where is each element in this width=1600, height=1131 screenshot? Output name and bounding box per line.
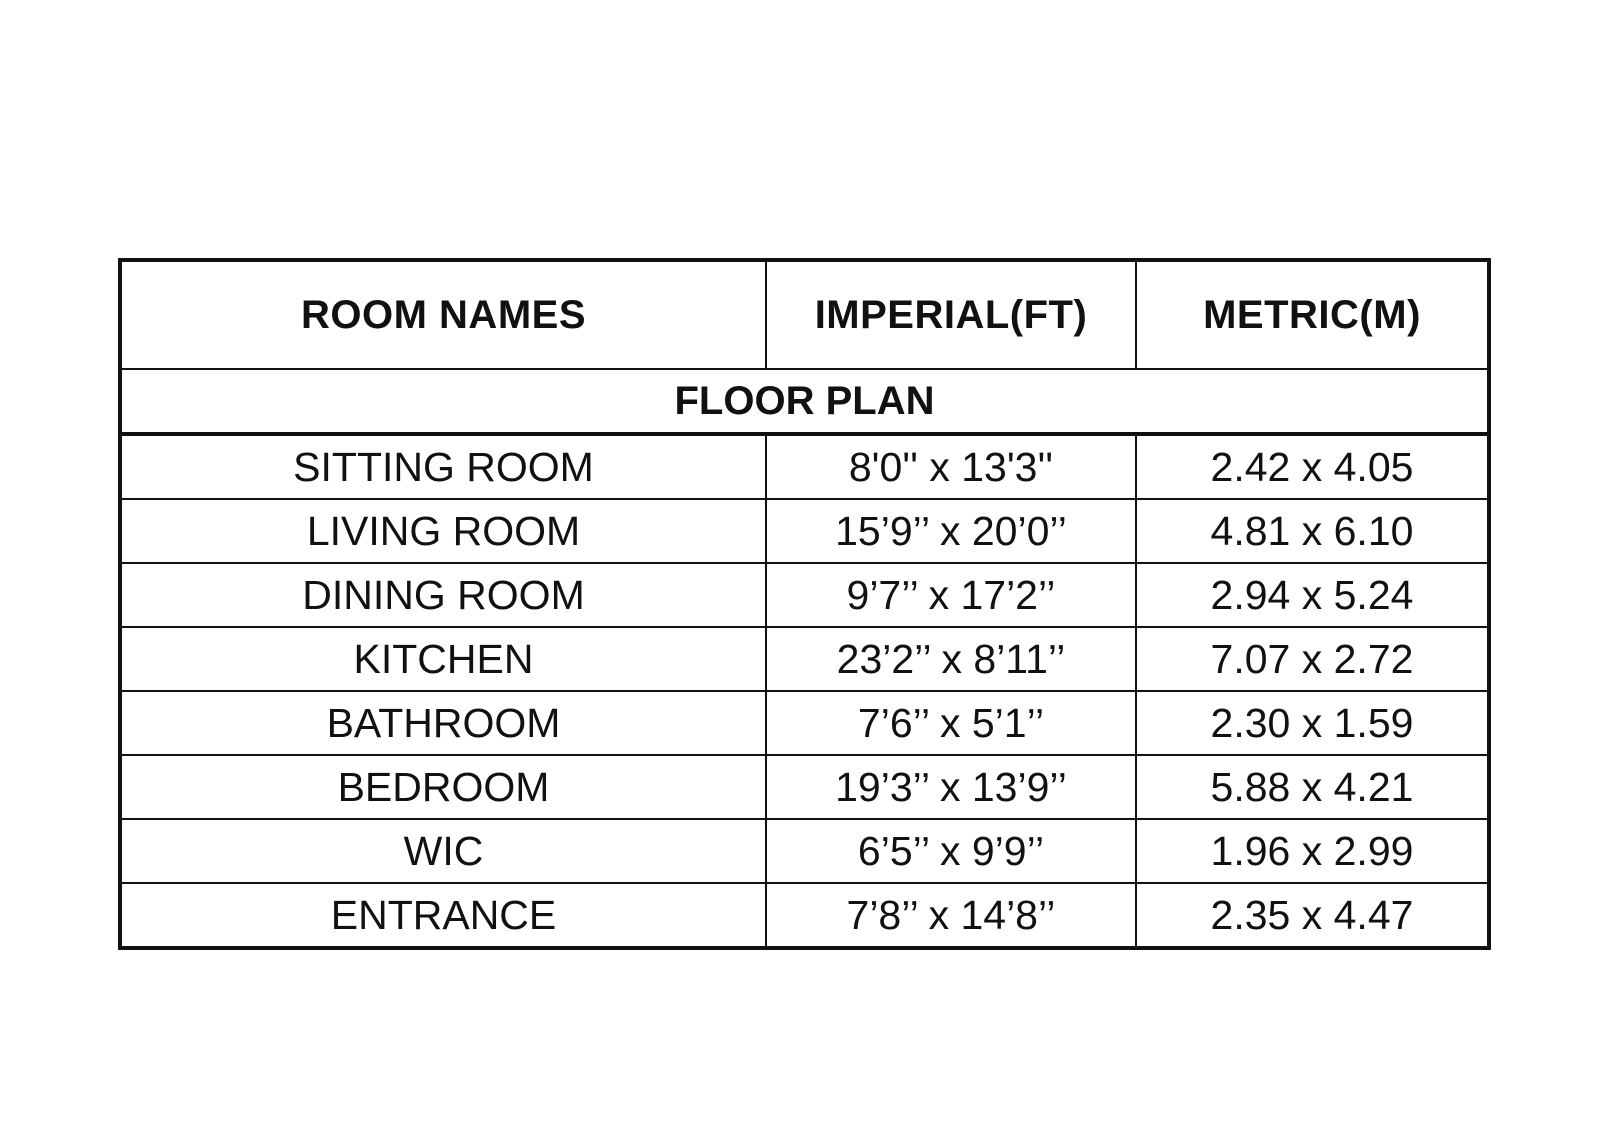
table-row — [120, 755, 1489, 819]
metric-cell: 2.30 x 1.59 — [1136, 691, 1489, 755]
header-room-names: ROOM NAMES — [120, 260, 766, 369]
imperial-cell: 9’7’’ x 17’2’’ — [766, 563, 1136, 627]
table-row — [120, 434, 1489, 499]
table-row — [120, 691, 1489, 755]
header-row — [120, 260, 1489, 369]
table-row — [120, 563, 1489, 627]
section-row — [120, 369, 1489, 434]
section-title: FLOOR PLAN — [120, 369, 1489, 434]
metric-cell: 2.35 x 4.47 — [1136, 883, 1489, 948]
room-name-cell: DINING ROOM — [120, 563, 766, 627]
room-name-cell: LIVING ROOM — [120, 499, 766, 563]
table-row — [120, 499, 1489, 563]
header-metric: METRIC(M) — [1136, 260, 1489, 369]
table-row — [120, 819, 1489, 883]
imperial-cell: 7’6’’ x 5’1’’ — [766, 691, 1136, 755]
imperial-cell: 7’8’’ x 14’8’’ — [766, 883, 1136, 948]
table-row — [120, 883, 1489, 948]
imperial-cell: 8'0'' x 13'3'' — [766, 434, 1136, 499]
room-name-cell: WIC — [120, 819, 766, 883]
metric-cell: 5.88 x 4.21 — [1136, 755, 1489, 819]
room-name-cell: KITCHEN — [120, 627, 766, 691]
room-dimensions-table — [118, 258, 1491, 950]
metric-cell: 2.94 x 5.24 — [1136, 563, 1489, 627]
room-name-cell: SITTING ROOM — [120, 434, 766, 499]
room-name-cell: BATHROOM — [120, 691, 766, 755]
imperial-cell: 6’5’’ x 9’9’’ — [766, 819, 1136, 883]
table-row — [120, 627, 1489, 691]
room-name-cell: BEDROOM — [120, 755, 766, 819]
metric-cell: 2.42 x 4.05 — [1136, 434, 1489, 499]
metric-cell: 4.81 x 6.10 — [1136, 499, 1489, 563]
imperial-cell: 15’9’’ x 20’0’’ — [766, 499, 1136, 563]
metric-cell: 1.96 x 2.99 — [1136, 819, 1489, 883]
room-name-cell: ENTRANCE — [120, 883, 766, 948]
metric-cell: 7.07 x 2.72 — [1136, 627, 1489, 691]
imperial-cell: 19’3’’ x 13’9’’ — [766, 755, 1136, 819]
imperial-cell: 23’2’’ x 8’11’’ — [766, 627, 1136, 691]
header-imperial: IMPERIAL(FT) — [766, 260, 1136, 369]
